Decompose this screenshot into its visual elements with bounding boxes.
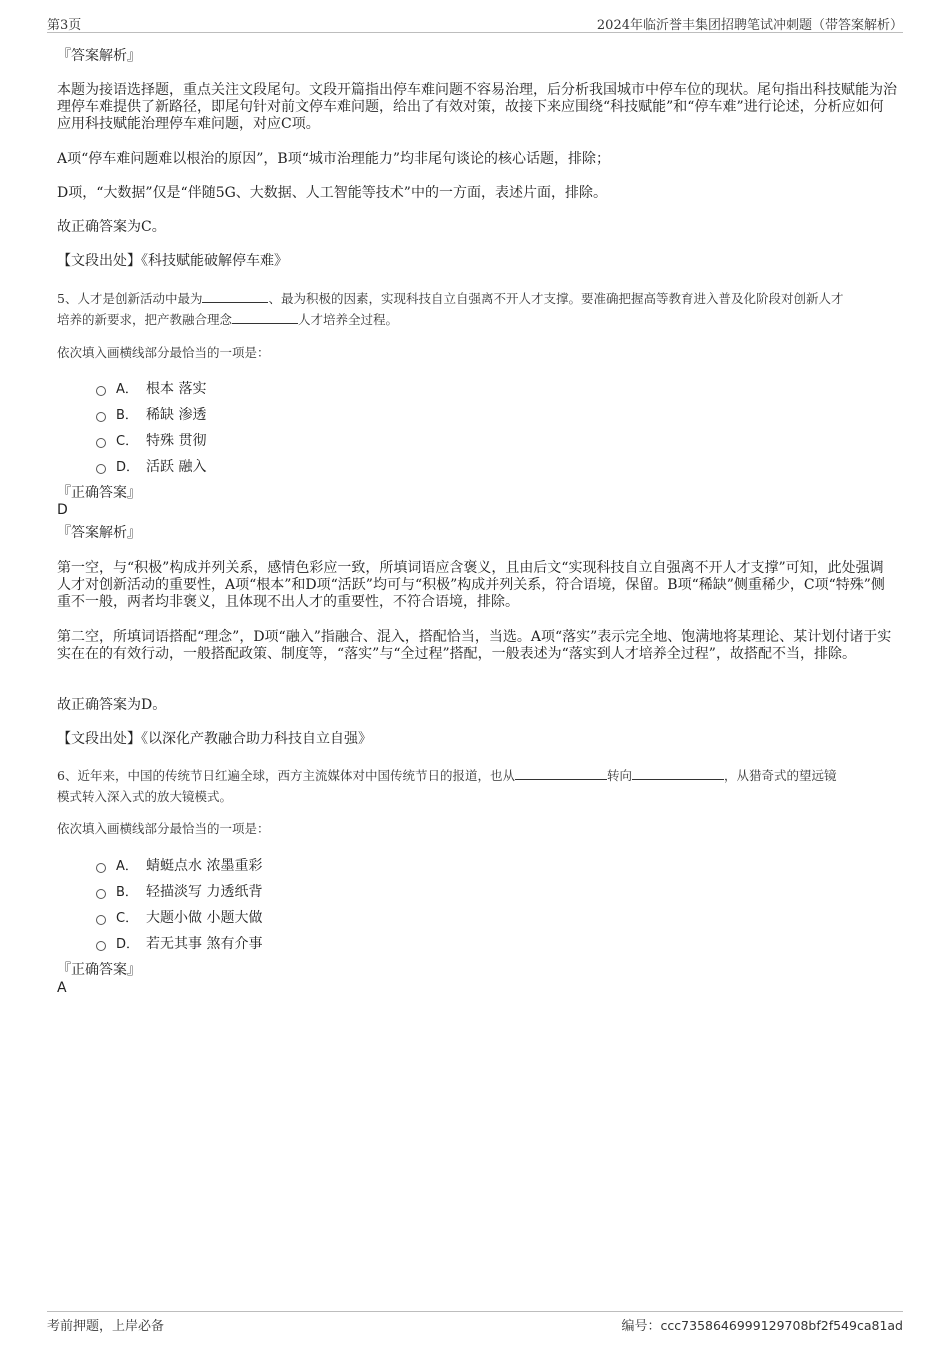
- radio-icon[interactable]: [96, 863, 106, 873]
- document-title: 2024年临沂誉丰集团招聘笔试冲刺题（带答案解析）: [596, 18, 903, 33]
- q6-answer: A: [57, 980, 67, 996]
- q5-option-c[interactable]: C． 特殊 贯彻: [96, 430, 206, 450]
- footer-slogan: 考前押题，上岸必备: [47, 1319, 165, 1334]
- radio-icon[interactable]: [96, 889, 106, 899]
- q5-option-b[interactable]: B． 稀缺 渗透: [96, 404, 206, 424]
- q5-option-d[interactable]: D． 活跃 融入: [96, 456, 206, 476]
- q5-analysis-heading: 『答案解析』: [57, 525, 141, 541]
- q5-answer-heading: 『正确答案』: [57, 485, 141, 501]
- radio-icon[interactable]: [96, 386, 106, 396]
- q4-analysis-heading: 『答案解析』: [57, 48, 141, 64]
- footer-code: 编号：ccc7358646999129708bf2f549ca81ad: [621, 1318, 903, 1334]
- q5-instruction: 依次填入画横线部分最恰当的一项是：: [57, 345, 270, 360]
- radio-icon[interactable]: [96, 464, 106, 474]
- q6-answer-heading: 『正确答案』: [57, 962, 141, 978]
- page-number: 第3页: [47, 18, 82, 33]
- q4-source: 【文段出处】《科技赋能破解停车难》: [57, 253, 288, 269]
- q4-analysis-paragraph-2: A项“停车难问题难以根治的原因”，B项“城市治理能力”均非尾句谈论的核心话题，排除；: [57, 151, 611, 167]
- q6-blank-1: [515, 767, 607, 780]
- q5-blank-1: [202, 290, 268, 303]
- q5-analysis-paragraph-2: 第二空，所填词语搭配“理念”，D项“融入”指融合、混入，搭配恰当，当选。A项“落实”表示完全地、饱满地将某理论、某计划付诸于实实在在的有效行动，一般搭配政策、制度等，“落实”与“全过程”搭配，一般表述为“落实到人才培养全过程”，故搭配不当，排除。: [57, 629, 892, 662]
- q6-instruction: 依次填入画横线部分最恰当的一项是：: [57, 821, 270, 836]
- q6-option-d[interactable]: D． 若无其事 煞有介事: [96, 933, 262, 953]
- q5-stem: 5、人才是创新活动中最为 、最为积极的因素，实现科技自立自强离不开人才支撑。要准确把握高等教育进入普及化阶段对创新人才 培养的新要求，把产教融合理念 人才培养全过程。: [57, 291, 844, 327]
- page-footer: [47, 1311, 903, 1334]
- q4-analysis-paragraph-3: D项，“大数据”仅是“伴随5G、大数据、人工智能等技术”中的一方面，表述片面，排除。: [57, 185, 607, 201]
- q5-answer: D: [57, 502, 68, 518]
- q6-stem: 6、近年来，中国的传统节日红遍全球，西方主流媒体对中国传统节日的报道，也从 转向 ，从猎奇式的望远镜 模式转入深入式的放大镜模式。: [57, 768, 837, 804]
- q6-option-b[interactable]: B． 轻描淡写 力透纸背: [96, 881, 262, 901]
- radio-icon[interactable]: [96, 412, 106, 422]
- radio-icon[interactable]: [96, 941, 106, 951]
- q4-analysis-paragraph-1: 本题为接语选择题，重点关注文段尾句。文段开篇指出停车难问题不容易治理，后分析我国城市中停车位的现状。尾句指出科技赋能为治理停车难提供了新路径，即尾句针对前文停车难问题，给出了有效对策，故接下来应围绕“科技赋能”和“停车难”进行论述，分析应如何应用科技赋能治理停车难问题，对应C项。: [57, 82, 897, 132]
- radio-icon[interactable]: [96, 438, 106, 448]
- q5-analysis-paragraph-1: 第一空，与“积极”构成并列关系，感情色彩应一致，所填词语应含褒义，且由后文“实现科技自立自强离不开人才支撑”可知，此处强调人才对创新活动的重要性，A项“根本”和D项“活跃”均可与“积极”构成并列关系，符合语境，保留。B项“稀缺”侧重稀少，C项“特殊”侧重不一般，两者均非褒义，且体现不出人才的重要性，不符合语境，排除。: [57, 560, 885, 610]
- q4-analysis-paragraph-4: 故正确答案为C。: [57, 219, 166, 235]
- q5-analysis-paragraph-3: 故正确答案为D。: [57, 697, 167, 713]
- radio-icon[interactable]: [96, 915, 106, 925]
- q6-option-a[interactable]: A． 蜻蜓点水 浓墨重彩: [96, 855, 262, 875]
- q5-source: 【文段出处】《以深化产教融合助力科技自立自强》: [57, 731, 372, 747]
- q6-blank-2: [632, 767, 724, 780]
- q6-option-c[interactable]: C． 大题小做 小题大做: [96, 907, 262, 927]
- q5-option-a[interactable]: A． 根本 落实: [96, 378, 206, 398]
- q5-blank-2: [232, 311, 298, 324]
- page-header: [47, 12, 903, 33]
